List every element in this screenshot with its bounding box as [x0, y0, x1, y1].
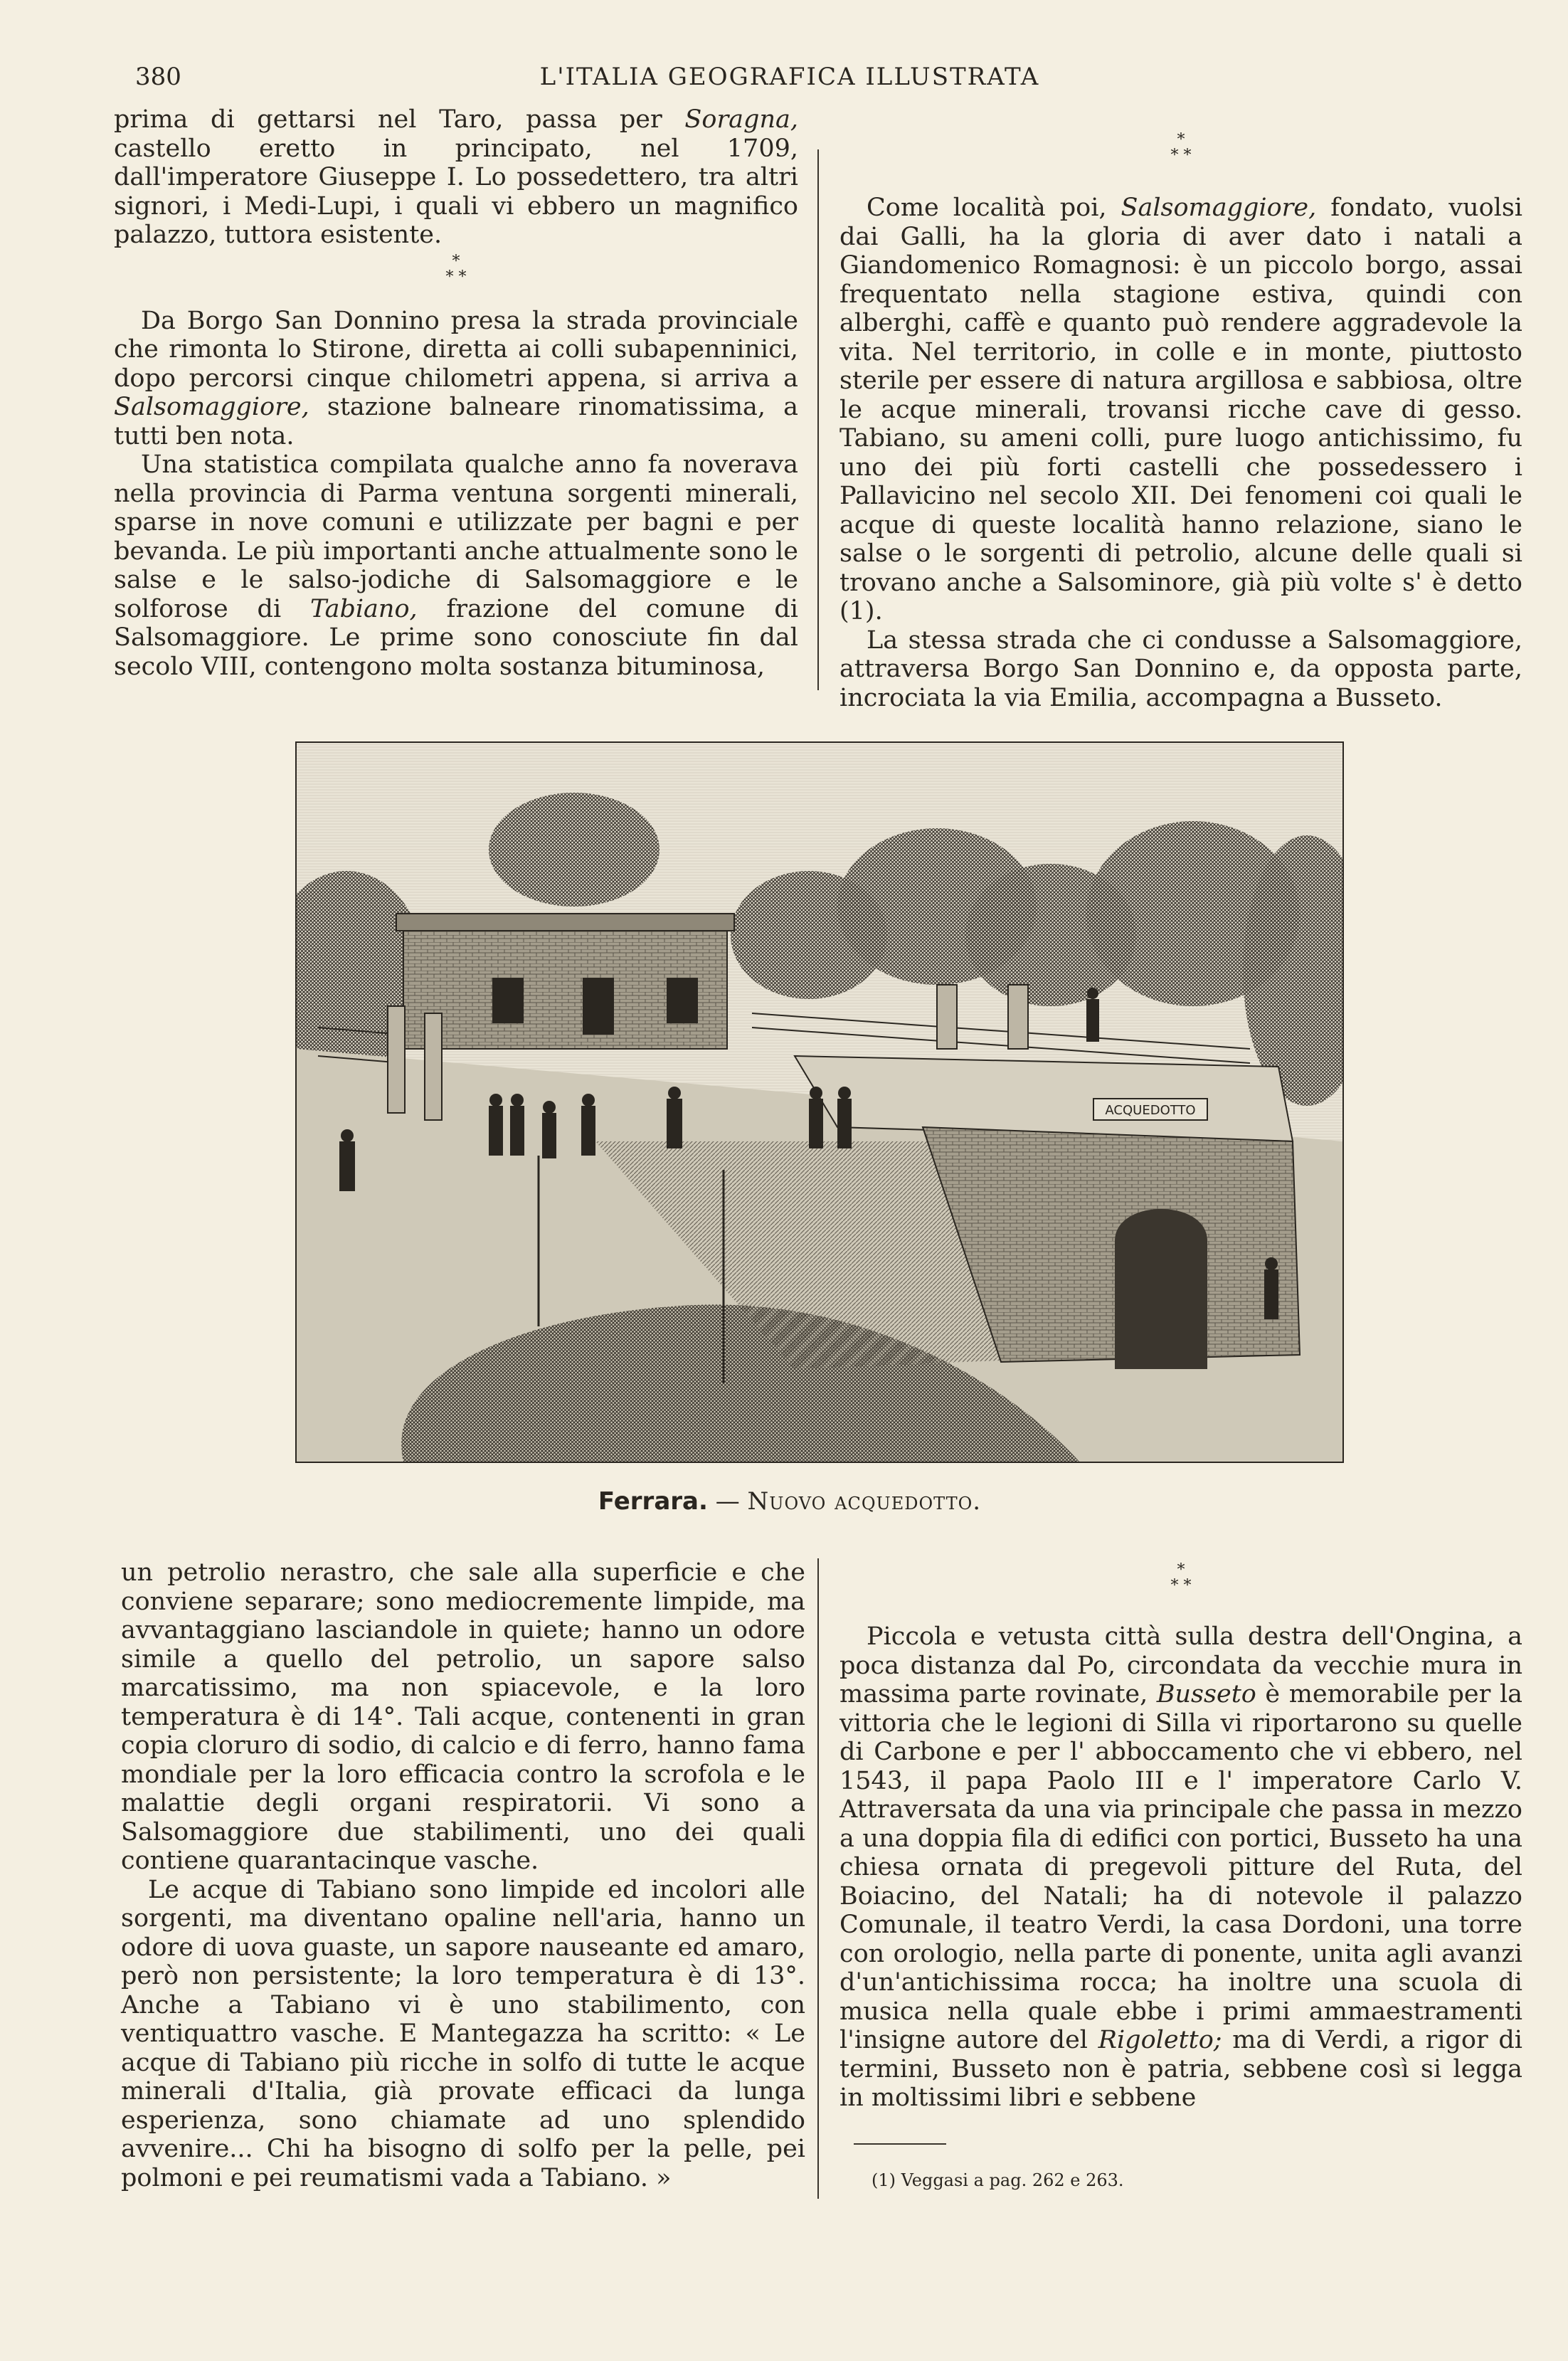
left-column-top	[114, 105, 798, 681]
aqueduct-sign: ACQUEDOTTO	[1105, 1103, 1196, 1118]
pump-house	[396, 914, 734, 1049]
engraving-illustration	[295, 741, 1344, 1463]
paragraph: Una statistica compilata qualche anno fa noverava nella provincia di Parma ventuna sorgenti minerali, sparse in nove comuni e utilizzate per bagni e per bevanda. Le più importanti anche attualmente sono le salse e le salso-jodiche di Salsomaggiore e le solforose di Tabiano, frazione del comune di Salsomaggiore. Le prime sono conosciute fin dal secolo VIII, contengono molta sostanza bituminosa,	[114, 450, 798, 681]
paragraph: Come località poi, Salsomaggiore, fondato, vuolsi dai Galli, ha la gloria di aver dato i natali a Giandomenico Romagnosi: è un piccolo borgo, assai frequentato nella stagione estiva, quindi con alberghi, caffè e quanto può rendere aggradevole la vita. Nel territorio, in colle e in monte, piuttosto sterile per essere di natura argillosa e sabbiosa, oltre le acque minerali, trovansi ricche cave di gesso. Tabiano, su ameni colli, pure luogo antichissimo, fu uno dei più forti castelli che possedessero i Pallavicino nel secolo XII. Dei fenomeni coi quali le acque di queste località hanno relazione, siano le salse o le sorgenti di petrolio, alcune delle quali si trovano anche a Salsominore, già più volte s' è detto (1).	[839, 194, 1522, 625]
caption-place: Ferrara.	[598, 1487, 708, 1516]
place-name: Busseto	[1156, 1680, 1256, 1708]
section-asterism: * * *	[1170, 131, 1192, 164]
opera-title: Rigoletto;	[1098, 2026, 1222, 2054]
paragraph: La stessa strada che ci condusse a Salsomaggiore, attraversa Borgo San Donnino e, da opposta parte, incrociata la via Emilia, accompagna a Busseto.	[839, 625, 1522, 712]
left-column-bottom	[121, 1558, 805, 2192]
column-rule	[817, 1558, 819, 2199]
paragraph: prima di gettarsi nel Taro, passa per Soragna, castello eretto in principato, nel 1709, dall'imperatore Giuseppe I. Lo possedettero, tra altri signori, i Medi-Lupi, i quali vi ebbero un magnifico palazzo, tuttora esistente.	[114, 105, 798, 249]
place-name: Salsomaggiore,	[1121, 194, 1317, 222]
section-asterism: * * *	[1170, 1561, 1192, 1595]
running-title: L'ITALIA GEOGRAFICA ILLUSTRATA	[539, 63, 1040, 91]
column-rule	[817, 149, 819, 690]
place-name: Soragna,	[684, 105, 798, 134]
paragraph: un petrolio nerastro, che sale alla superficie e che conviene separare; sono mediocremente limpide, ma avvantaggiano lasciandole in quiete; hanno un odore simile a quello del petrolio, un sapore salso marcatissimo, ma non spiacevole, e la loro temperatura è di 14°. Tali acque, contenenti in gran copia cloruro di sodio, di calcio e di ferro, hanno fama mondiale per la loro efficacia contro la scrofola e le malattie degli organi respiratorii. Vi sono a Salsomaggiore due stabilimenti, uno dei quali contiene quarantacinque vasche.	[121, 1558, 805, 1875]
figure-caption: Ferrara. — Nuovo acquedotto.	[598, 1487, 982, 1516]
right-column-top	[839, 194, 1522, 712]
paragraph: Da Borgo San Donnino presa la strada provinciale che rimonta lo Stirone, diretta ai colli subapenninici, dopo percorsi cinque chilometri appena, si arriva a Salsomaggiore, stazione balneare rinomatissima, a tutti ben nota.	[114, 306, 798, 450]
page-number: 380	[135, 63, 181, 91]
footnote-rule	[854, 2143, 946, 2145]
section-asterism: * * *	[445, 252, 467, 286]
place-name: Tabiano,	[309, 594, 418, 623]
page-header	[114, 63, 1466, 98]
right-column-bottom	[839, 1622, 1522, 2113]
caption-subject: Nuovo acquedotto.	[747, 1487, 982, 1516]
place-name: Salsomaggiore,	[114, 393, 309, 421]
paragraph: Piccola e vetusta città sulla destra dell'Ongina, a poca distanza dal Po, circondata da vecchie mura in massima parte rovinate, Busseto è memorabile per la vittoria che le legioni di Silla vi riportarono su quelle di Carbone e per l' abboccamento che vi ebbero, nel 1543, il papa Paolo III e l' imperatore Carlo V. Attraversata da una via principale che passa in mezzo a una doppia fila di edifici con portici, Busseto ha una chiesa ornata di pregevoli pitture del Ruta, del Boiacino, del Natali; ha di notevole il palazzo Comunale, il teatro Verdi, la casa Dordoni, una torre con orologio, nella parte di ponente, unita agli avanzi d'un'antichissima rocca; ha inoltre una scuola di musica nella quale ebbe i primi ammaestramenti l'insigne autore del Rigoletto; ma di Verdi, a rigor di termini, Busseto non è patria, sebbene così si legga in moltissimi libri e sebbene	[839, 1622, 1523, 2112]
footnote: (1) Veggasi a pag. 262 e 263.	[872, 2170, 1124, 2190]
paragraph: Le acque di Tabiano sono limpide ed incolori alle sorgenti, ma diventano opaline nell'aria, hanno un odore di uova guaste, un sapore nauseante ed amaro, però non persistente; la loro temperatura è di 13°. Anche a Tabiano vi è uno stabilimento, con ventiquattro vasche. E Mantegazza ha scritto: « Le acque di Tabiano più ricche in solfo di tutte le acque minerali d'Italia, già provate efficaci da lunga esperienza, sono chiamate ad uno splendido avvenire... Chi ha bisogno di solfo per la pelle, pei polmoni e pei reumatismi vada a Tabiano. »	[121, 1875, 805, 2192]
